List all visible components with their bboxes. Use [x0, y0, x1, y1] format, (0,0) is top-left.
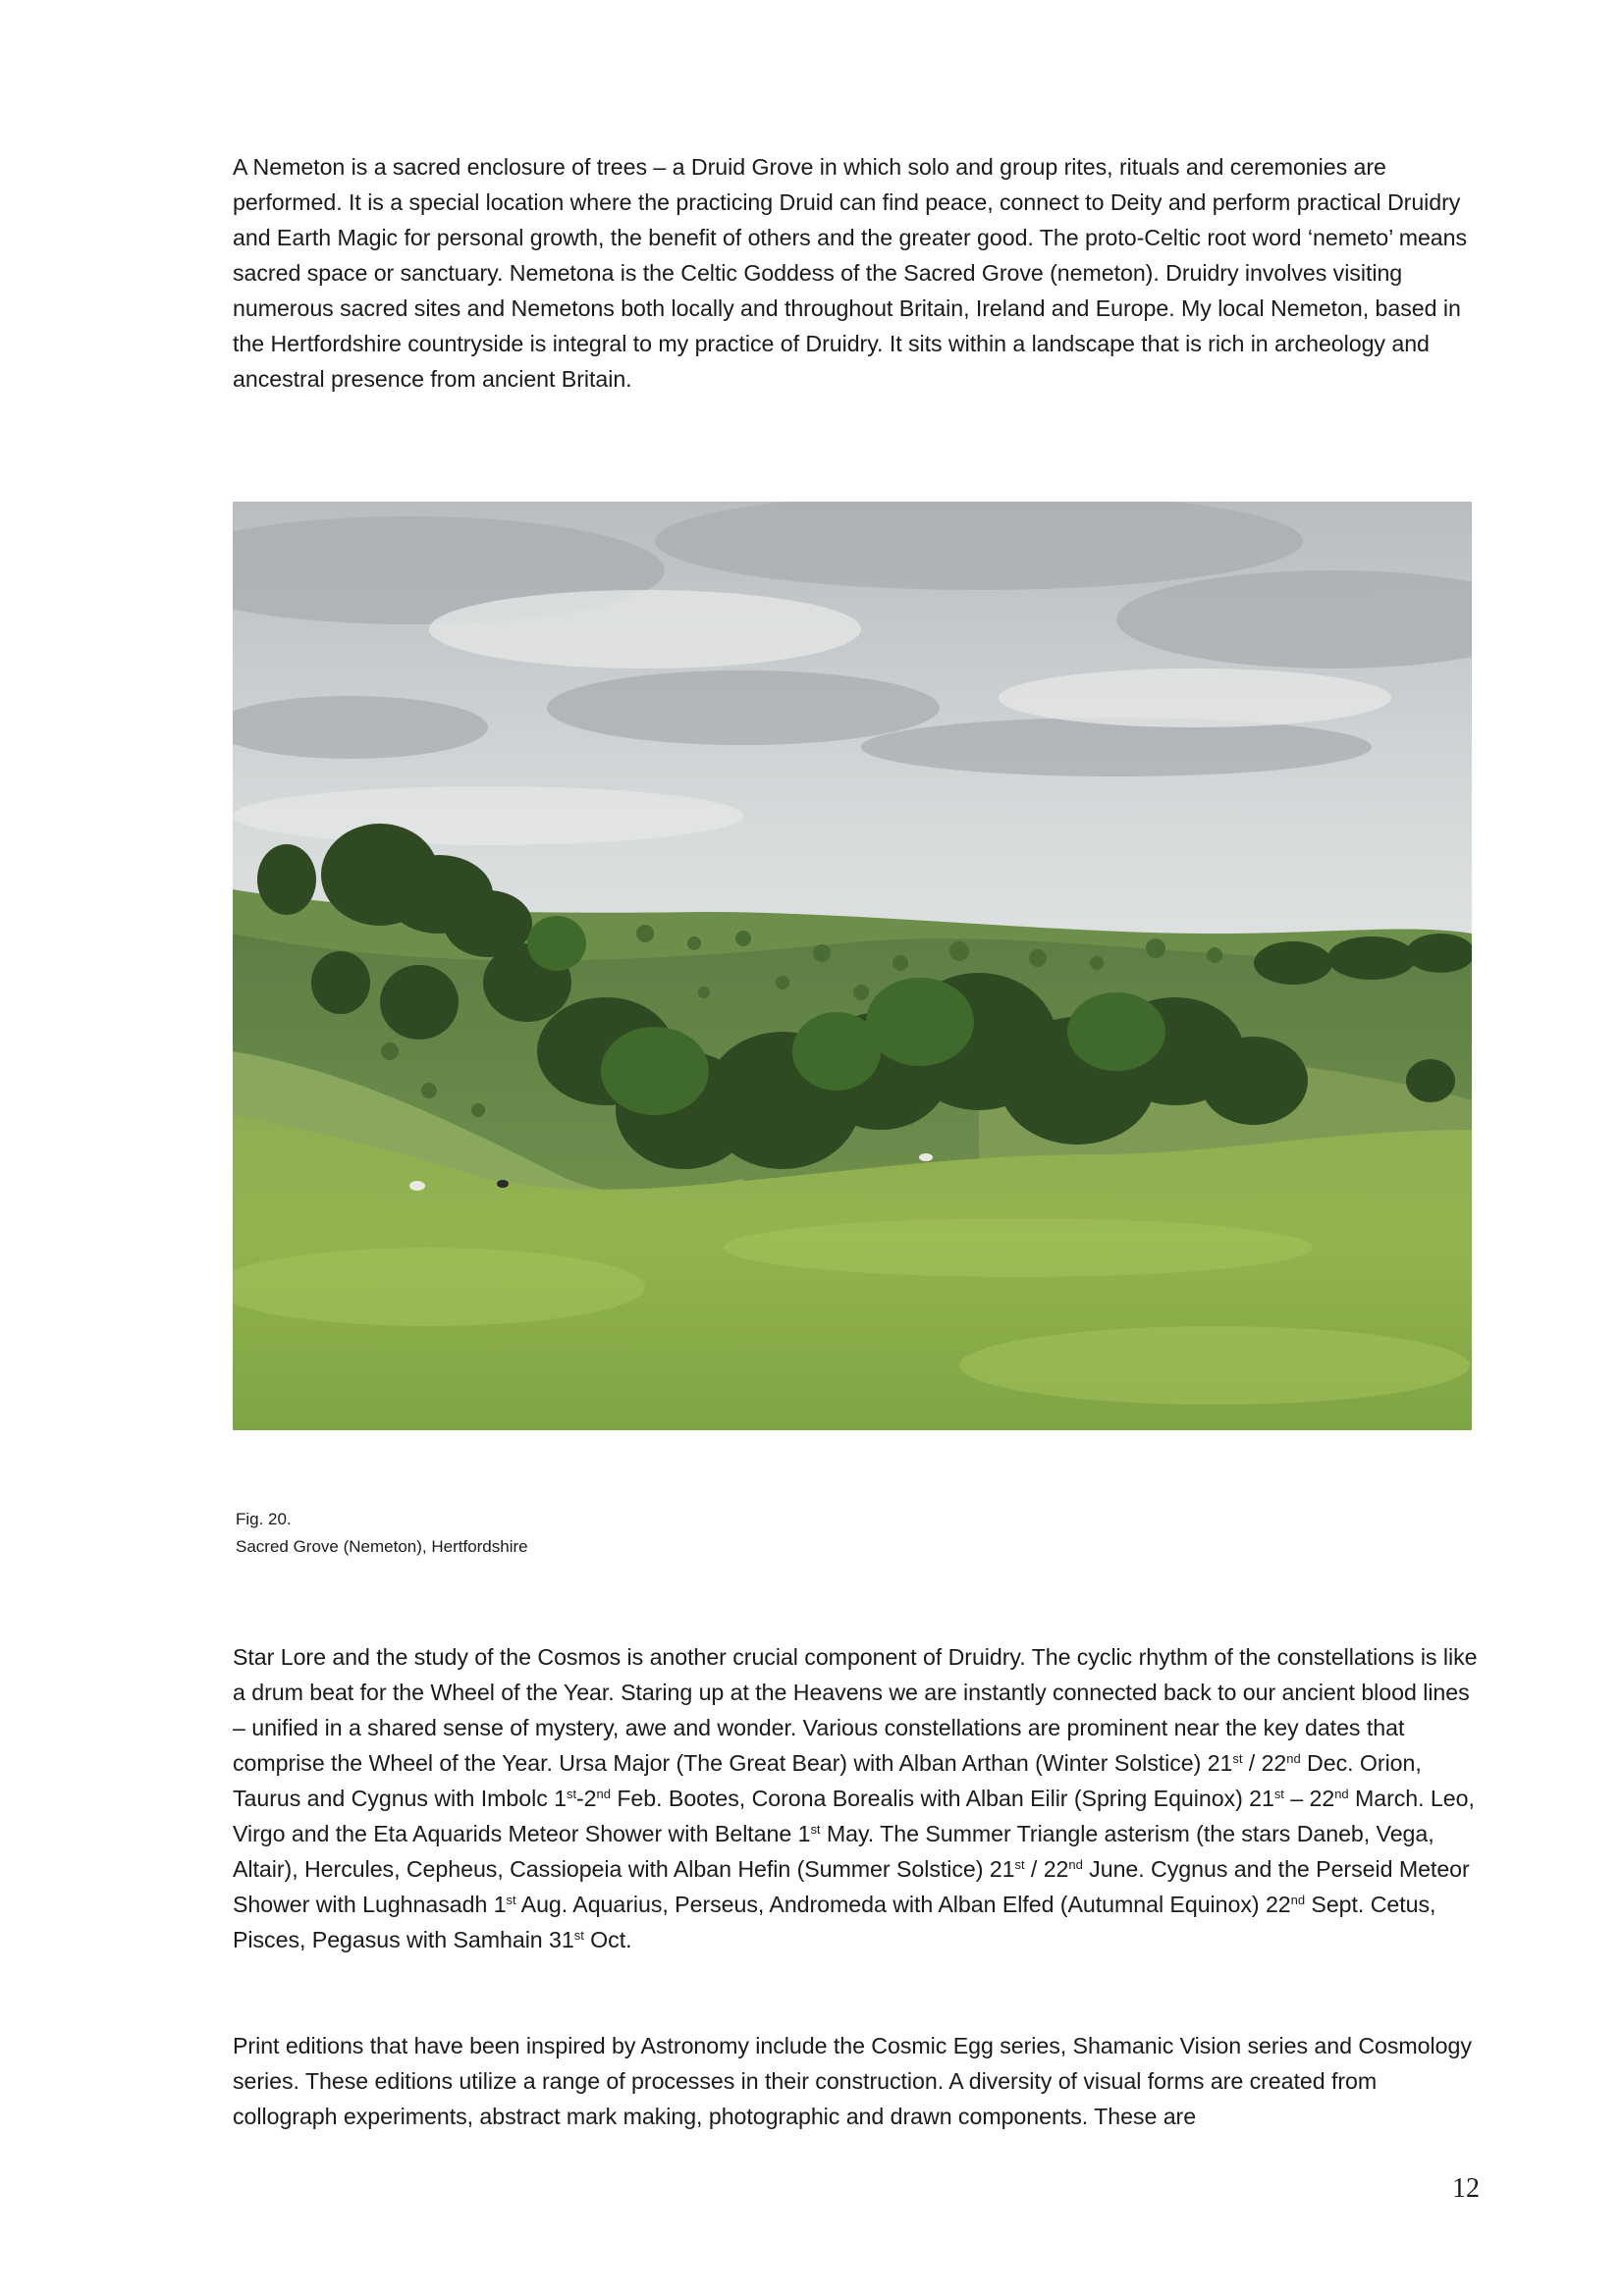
figure-caption-number: Fig. 20.: [236, 1510, 292, 1528]
figure-photo-sacred-grove: [233, 502, 1472, 1430]
figure-caption-title: Sacred Grove (Nemeton), Hertfordshire: [236, 1537, 528, 1556]
page-number: 12: [1452, 2173, 1480, 2204]
star-lore-paragraph: Star Lore and the study of the Cosmos is another crucial component of Druidry. The cyclic rhythm of the constellations is like a drum beat for the Wheel of the Year. Staring up at the Heavens we are instantly connected back to our ancient blood lines – unified in a shared sense of mystery, awe and wonder. Various constellations are prominent near the key dates that comprise the Wheel of the Year. Ursa Major (The Great Bear) with Alban Arthan (Winter Solstice) 21st / 22nd Dec. Orion, Taurus and Cygnus with Imbolc 1st-2nd Feb. Bootes, Corona Borealis with Alban Eilir (Spring Equinox) 21st – 22nd March. Leo, Virgo and the Eta Aquarids Meteor Shower with Beltane 1st May. The Summer Triangle asterism (the stars Daneb, Vega, Altair), Hercules, Cepheus, Cassiopeia with Alban Hefin (Summer Solstice) 21st / 22nd June. Cygnus and the Perseid Meteor Shower with Lughnasadh 1st Aug. Aquarius, Perseus, Andromeda with Alban Elfed (Autumnal Equinox) 22nd Sept. Cetus, Pisces, Pegasus with Samhain 31st Oct.: [233, 1644, 1478, 1952]
print-editions-paragraph: Print editions that have been inspired by Astronomy include the Cosmic Egg series, Shamanic Vision series and Cosmology series. These editions utilize a range of processes in their construction. A diversity of visual forms are created from collograph experiments, abstract mark making, photographic and drawn components. These are: [233, 2033, 1472, 2129]
intro-paragraph: A Nemeton is a sacred enclosure of trees – a Druid Grove in which solo and group rites, rituals and ceremonies are performed. It is a special location where the practicing Druid can find peace, connect to Deity and perform practical Druidry and Earth Magic for personal growth, the benefit of others and the greater good. The proto-Celtic root word ‘nemeto’ means sacred space or sanctuary. Nemetona is the Celtic Goddess of the Sacred Grove (nemeton). Druidry involves visiting numerous sacred sites and Nemetons both locally and throughout Britain, Ireland and Europe. My local Nemeton, based in the Hertfordshire countryside is integral to my practice of Druidry. It sits within a landscape that is rich in archeology and ancestral presence from ancient Britain.: [233, 154, 1468, 392]
